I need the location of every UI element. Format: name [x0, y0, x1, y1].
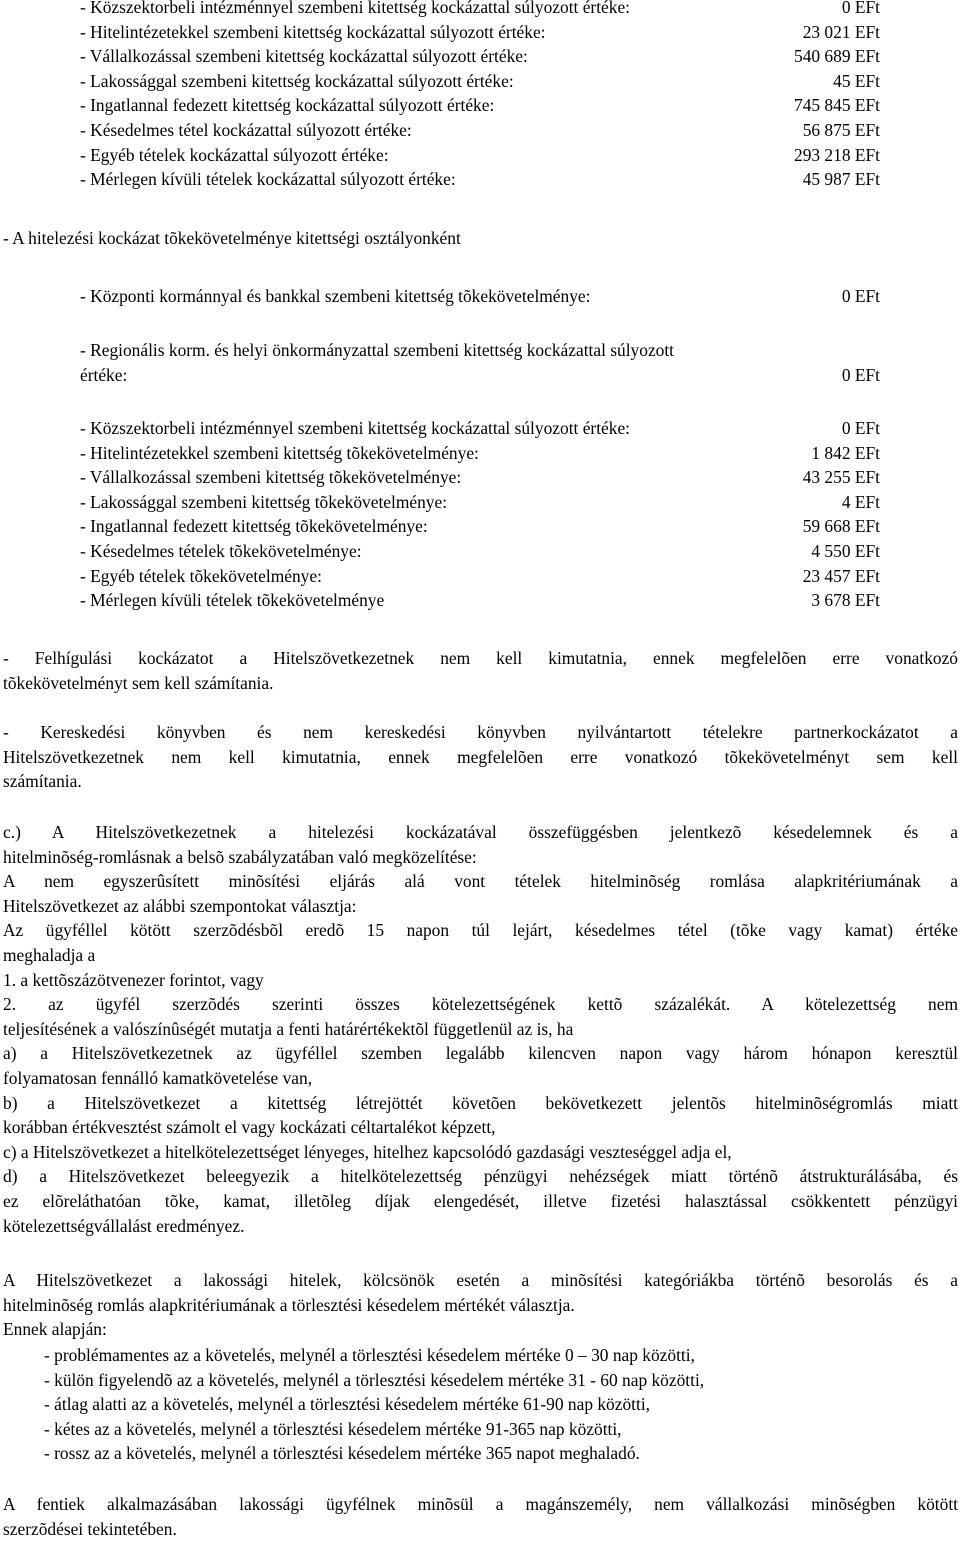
item-label: - Ingatlannal fedezett kitettség tõkekövetelménye:: [80, 516, 428, 537]
text-line: szerzõdései tekintetében.: [3, 1518, 177, 1539]
list-item: [80, 490, 880, 515]
list-item: - rossz az a követelés, melynél a törlesztési késedelem mértéke 365 napot meghaladó.: [44, 1443, 640, 1464]
text-line: A fentiek alkalmazásában lakossági ügyfélnek minõsül a magánszemély, nem vállalkozási minõségben kötött: [3, 1494, 958, 1514]
item-value: 4 550 EFt: [811, 540, 880, 561]
list-item: - kétes az a követelés, melynél a törlesztési késedelem mértéke 91-365 nap közötti,: [44, 1418, 622, 1439]
text-line: 2. az ügyfél szerzõdés szerinti összes kötelezettségének kettõ százalékát. A kötelezettség nem: [3, 994, 958, 1015]
item-value: 23 021 EFt: [802, 21, 880, 42]
list-item: [80, 167, 880, 192]
item-label: - Mérlegen kívüli tételek tõkekövetelménye: [80, 590, 385, 611]
list-item: [80, 338, 880, 363]
weighted-exposure-list: [80, 0, 880, 192]
list-item: [80, 143, 880, 168]
item-label: - Késedelmes tételek tõkekövetelménye:: [80, 540, 362, 561]
paragraph-dilution: [3, 646, 958, 695]
item-value: 0 EFt: [841, 364, 880, 385]
list-item: [80, 465, 880, 490]
text-line: c.) A Hitelszövetkezetnek a hitelezési kockázatával összefüggésben jelentkezõ késedelemnek és a: [3, 822, 958, 842]
list-item: [80, 441, 880, 466]
text-line: b) a Hitelszövetkezet a kitettség létrejöttét követõen bekövetkezett jelentõs hitelminõségromlás miatt: [3, 1092, 958, 1113]
text-line: hitelminõség romlás alapkritériumának a törlesztési késedelem mértékét választja.: [3, 1294, 575, 1315]
category-list: [44, 1343, 944, 1466]
item-label: - Mérlegen kívüli tételek kockázattal súlyozott értéke:: [80, 169, 456, 190]
text-line: c) a Hitelszövetkezet a hitelkötelezettséget lényeges, hitelhez kapcsolódó gazdasági veszteséggel adja el,: [3, 1141, 732, 1162]
item-value: 0 EFt: [841, 0, 880, 17]
text-line: ez elõreláthatóan tõke, kamat, illetõleg díjak elengedését, illetve fizetési halasztással csökkentett pénzügyi: [3, 1190, 958, 1211]
item-value: 0 EFt: [841, 418, 880, 438]
text-line: folyamatosan fennálló kamatkövetelése van,: [3, 1067, 313, 1088]
item-label: - Regionális korm. és helyi önkormányzattal szembeni kitettség kockázattal súlyozott: [80, 340, 675, 360]
item-label: - Hitelintézetekkel szembeni kitettség tõkekövetelménye:: [80, 442, 479, 463]
item-value: 540 689 EFt: [794, 46, 880, 67]
item-label: - Közszektorbeli intézménnyel szembeni kitettség kockázattal súlyozott értéke:: [80, 418, 631, 438]
list-item: - átlag alatti az a követelés, melynél a törlesztési késedelem mértéke 61-90 nap közötti,: [44, 1394, 651, 1415]
list-item: - problémamentes az a követelés, melynél a törlesztési késedelem mértéke 0 – 30 nap közötti,: [44, 1345, 695, 1365]
text-line: 1. a kettõszázötvenezer forintot, vagy: [3, 969, 264, 990]
text-line: A Hitelszövetkezet a lakossági hitelek, kölcsönök esetén a minõsítési kategóriákba történõ besorolás és a: [3, 1270, 958, 1290]
item-value: 1 842 EFt: [811, 442, 880, 463]
text-line: hitelminõség-romlásnak a belsõ szabályzatában való megközelítése:: [3, 846, 477, 867]
paragraph-section-c: [3, 820, 958, 1238]
list-item: [80, 44, 880, 69]
item-label: - Vállalkozással szembeni kitettség tõkekövetelménye:: [80, 467, 462, 488]
item-value: 4 EFt: [841, 491, 880, 512]
list-item: [80, 0, 880, 20]
item-label: - Közszektorbeli intézménnyel szembeni kitettség kockázattal súlyozott értéke:: [80, 0, 631, 17]
text-line: Hitelszövetkezet az alábbi szempontokat választja:: [3, 895, 357, 916]
item-value: 745 845 EFt: [794, 95, 880, 116]
item-value: 45 EFt: [833, 70, 880, 91]
item-value: 43 255 EFt: [802, 467, 880, 488]
paragraph-retail: [3, 1268, 958, 1342]
text-line: Ennek alapján:: [3, 1319, 107, 1340]
item-value: 23 457 EFt: [802, 565, 880, 586]
item-label: - Lakossággal szembeni kitettség tõkekövetelménye:: [80, 491, 448, 512]
text-line: Hitelszövetkezetnek nem kell kimutatnia, ennek megfelelõen erre vonatkozó tõkekövetelményt sem kell: [3, 746, 958, 767]
item-label: - Egyéb tételek tõkekövetelménye:: [80, 565, 322, 586]
list-item: [80, 588, 880, 613]
list-item: [80, 514, 880, 539]
text-line: tõkekövetelményt sem kell számítania.: [3, 672, 274, 693]
text-line: - Felhígulási kockázatot a Hitelszövetkezetnek nem kell kimutatnia, ennek megfelelõen erre vonatkozó: [3, 648, 958, 668]
text-line: - Kereskedési könyvben és nem kereskedési könyvben nyilvántartott tételekre partnerkockázatot a: [3, 722, 958, 742]
item-label: - Késedelmes tétel kockázattal súlyozott értéke:: [80, 119, 412, 140]
section-heading: - A hitelezési kockázat tõkekövetelménye kitettségi osztályonként: [3, 228, 461, 248]
text-line: korábban értékvesztést számolt el vagy kockázati céltartalékot képzett,: [3, 1117, 496, 1138]
text-line: kötelezettségvállalást eredményez.: [3, 1215, 245, 1236]
list-item: [80, 20, 880, 45]
list-item: [80, 69, 880, 94]
item-label: értéke:: [80, 364, 128, 385]
list-item: [80, 539, 880, 564]
item-label: - Központi kormánnyal és bankkal szembeni kitettség tõkekövetelménye:: [80, 286, 591, 306]
text-line: meghaladja a: [3, 944, 96, 965]
item-label: - Vállalkozással szembeni kitettség kockázattal súlyozott értéke:: [80, 46, 528, 67]
item-value: 0 EFt: [841, 286, 880, 306]
text-line: Az ügyféllel kötött szerzõdésbõl eredõ 15 napon túl lejárt, késedelmes tétel (tõke vagy kamat) értéke: [3, 920, 958, 941]
item-value: 45 987 EFt: [802, 169, 880, 190]
regional-row: [80, 338, 880, 387]
item-value: 59 668 EFt: [802, 516, 880, 537]
text-line: számítania.: [3, 771, 82, 792]
item-value: 293 218 EFt: [794, 144, 880, 165]
list-item: [80, 284, 880, 309]
item-label: - Ingatlannal fedezett kitettség kockázattal súlyozott értéke:: [80, 95, 495, 116]
item-label: - Lakossággal szembeni kitettség kockázattal súlyozott értéke:: [80, 70, 514, 91]
paragraph-final: [3, 1492, 958, 1541]
text-line: teljesítésének a valószínûségét mutatja a fenti határértékektõl függetlenül az is, ha: [3, 1018, 574, 1039]
text-line: A nem egyszerûsített minõsítési eljárás alá vont tételek hitelminõség romlása alapkritériumának a: [3, 871, 958, 892]
list-item: [80, 363, 880, 388]
text-line: a) a Hitelszövetkezetnek az ügyféllel szemben legalább kilencven napon vagy három hónapon keresztül: [3, 1043, 958, 1064]
list-item: - külön figyelendõ az a követelés, melynél a törlesztési késedelem mértéke 31 - 60 nap közötti,: [44, 1369, 705, 1390]
text-line: d) a Hitelszövetkezet beleegyezik a hitelkötelezettség pénzügyi nehézségek miatt történõ átstrukturálásába, és: [3, 1166, 958, 1187]
item-label: - Hitelintézetekkel szembeni kitettség kockázattal súlyozott értéke:: [80, 21, 546, 42]
list-item: [80, 564, 880, 589]
item-value: 3 678 EFt: [811, 590, 880, 611]
list-item: [80, 118, 880, 143]
item-value: 56 875 EFt: [802, 119, 880, 140]
capital-requirement-list: [80, 416, 880, 613]
item-label: - Egyéb tételek kockázattal súlyozott értéke:: [80, 144, 389, 165]
central-gov-row: [80, 284, 880, 309]
list-item: [80, 416, 880, 441]
list-item: [80, 93, 880, 118]
paragraph-trading-book: [3, 720, 958, 794]
